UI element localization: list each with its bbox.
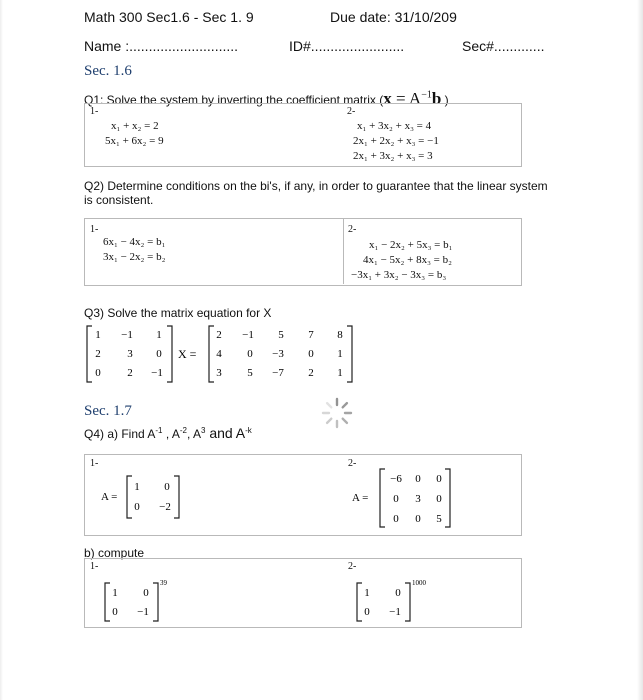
q3-left-cell: 2 [127,367,133,379]
q1-box [84,103,522,167]
q3-left-cell: 0 [156,348,162,360]
q3-left-cell: −1 [151,367,163,379]
q2-part2-eq2: 4x₁ − 5x₂ + 8x₃ = b₂ [363,254,452,266]
q4a-part2-eq: A = [352,492,369,504]
q3-left-cell: 0 [95,367,101,379]
q4a-matrix-2 [348,467,458,529]
q4a-m2-cell: 3 [415,493,421,505]
q4b-part1-label: 1- [90,561,99,572]
q4a-m1-cell: 0 [134,501,140,513]
q4b-m1-cell: 0 [112,606,118,618]
q4a-and: and A [205,425,246,441]
q4a-part1-label: 1- [90,458,99,469]
q4b-m2-cell: 0 [395,587,401,599]
q4a-prefix: Q4) a) Find A [84,427,156,441]
q4b-box [84,558,522,628]
q4a-sup-k: -k [245,426,252,435]
q3-matrix-equation [84,324,374,384]
page-edge-right [637,0,643,700]
q3-left-cell: 1 [156,329,162,341]
q4a-m2-cell: −6 [390,473,402,485]
q4a-matrix-1 [99,473,189,523]
q1-part1-eq1: x₁ + x₂ = 2 [111,120,159,132]
q3-right-cell: 2 [308,367,314,379]
q3-left-cell: 2 [95,348,101,360]
q3-left-bracket-open [87,326,92,382]
q4b-exponent-1: 39 [160,579,167,587]
q4b-m1-cell: −1 [137,606,149,618]
q2-part1-label: 1- [90,224,99,235]
q2-part1-eq1: 6x₁ − 4x₂ = b₁ [103,236,166,248]
page-edge-left [0,0,3,700]
q3-left-cell: 3 [127,348,133,360]
q1-formula-b: b [431,89,442,108]
q3-left-cell: −1 [121,329,133,341]
q3-right-cell: 7 [308,329,314,341]
q3-right-bracket-close [347,326,352,382]
q1-part2-eq1: x₁ + 3x₂ + x₃ = 4 [357,120,432,132]
q1-part2-eq2: 2x₁ + 2x₂ + x₃ = −1 [353,135,439,147]
q4a-m1-cell: 0 [164,481,170,493]
q4b-m2-cell: 0 [364,606,370,618]
q4a-comma-2: , A [186,427,201,441]
q1-part2-label: 2- [347,106,356,117]
q3-right-cell: 5 [247,367,253,379]
q4a-m2-cell: 0 [393,513,399,525]
q3-x-equals: X = [178,347,197,361]
q4a-sup-1: -1 [155,426,163,435]
q3-right-cell: −3 [272,348,284,360]
q1-part2-eq3: 2x₁ + 3x₂ + x₃ = 3 [353,150,433,162]
q3-right-cell: 0 [308,348,314,360]
q2-part2-label: 2- [348,224,357,235]
q4a-prompt [84,425,252,441]
due-date: Due date: 31/10/209 [330,9,457,25]
q4b-m1-cell: 0 [143,587,149,599]
q1-formula-mid: = A [391,89,422,108]
q3-right-bracket-open [209,326,214,382]
q3-left-bracket-close [167,326,172,382]
q3-right-cell: 5 [278,329,284,341]
q3-prompt: Q3) Solve the matrix equation for X [84,306,272,320]
q4b-exponent-2: 1000 [412,579,426,587]
q4a-box [84,454,522,536]
section-heading-1-7: Sec. 1.7 [84,403,132,419]
q1-part1-label: 1- [90,106,99,117]
q4a-m1-cell: 1 [134,481,140,493]
section-heading-1-6: Sec. 1.6 [84,63,132,79]
q4a-m2-cell: 0 [436,473,442,485]
q4b-m2-cell: −1 [389,606,401,618]
q2-part1-eq2: 3x₁ − 2x₂ = b₂ [103,251,166,263]
q1-close: ) [441,93,449,107]
q4b-part2-label: 2- [348,561,357,572]
course-title: Math 300 Sec1.6 - Sec 1. 9 [84,9,254,25]
q1-part1-eq2: 5x₁ + 6x₂ = 9 [105,135,164,147]
q4a-part1-eq: A = [101,491,118,503]
q4a-m2-cell: 0 [415,473,421,485]
q4a-m2-cell: 5 [436,513,442,525]
q3-right-cell: 3 [216,367,222,379]
q3-right-cell: 1 [337,367,343,379]
q1-formula-x: x [383,89,392,108]
q4a-comma-1: , A [162,427,180,441]
q2-part2-eq3: −3x₁ + 3x₂ − 3x₃ = b₃ [351,269,447,281]
id-field: ID#........................ [289,38,405,54]
q2-divider [343,218,344,284]
q2-box [84,218,522,286]
q4a-part2-label: 2- [348,458,357,469]
q3-right-cell: −7 [272,367,284,379]
q2-prompt-line2: is consistent. [84,193,154,207]
q1-text: Q1: Solve the system by inverting the coefficient matrix ( [84,93,384,107]
q4b-prompt: b) compute [84,546,145,560]
q1-formula-sup: −1 [421,89,432,101]
loading-spinner-icon [320,396,354,430]
name-field: Name :............................ [84,38,239,54]
q3-left-cell: 1 [95,329,101,341]
q4b-m2-cell: 1 [364,587,370,599]
q3-right-cell: 0 [247,348,253,360]
q3-right-cell: 4 [216,348,222,360]
q3-right-cell: 1 [337,348,343,360]
q2-part2-eq1: x₁ − 2x₂ + 5x₃ = b₁ [369,239,453,251]
q4a-m2-cell: 0 [436,493,442,505]
q4a-sup-2: -2 [179,426,187,435]
q3-right-cell: 8 [337,329,343,341]
q4b-matrix-1 [103,573,183,623]
q3-right-cell: 2 [216,329,222,341]
q4a-m2-cell: 0 [393,493,399,505]
q4b-m1-cell: 1 [112,587,118,599]
q2-prompt-line1: Q2) Determine conditions on the bi's, if any, in order to guarantee that the linear system [84,179,548,193]
q4a-m2-cell: 0 [415,513,421,525]
q4a-m1-cell: −2 [159,501,171,513]
q4b-matrix-2 [355,573,445,623]
q3-right-cell: −1 [242,329,254,341]
section-field: Sec#............. [462,38,545,54]
q4a-sup-3: 3 [200,426,206,435]
